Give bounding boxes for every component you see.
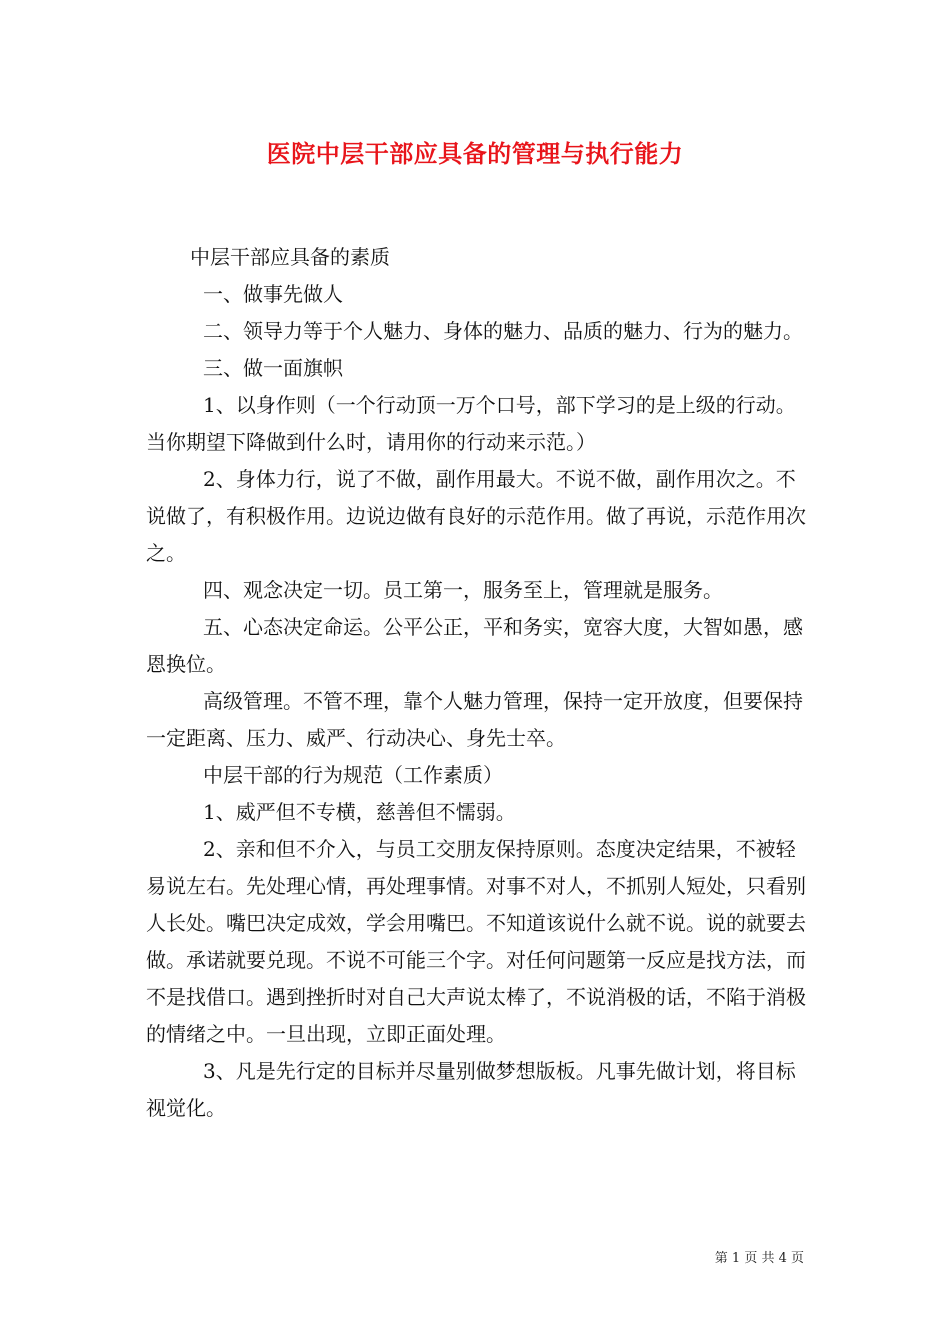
paragraph-item-3: 三、做一面旗帜 [203, 356, 343, 380]
paragraph-subitem-2: 2、身体力行，说了不做，副作用最大。不说不做，副作用次之。不说做了，有积极作用。边说边做有良好的示范作用。做了再说，示范作用次之。 [146, 467, 806, 565]
paragraph-item-4: 四、观念决定一切。员工第一，服务至上，管理就是服务。 [203, 578, 723, 602]
paragraph-heading-conduct: 中层干部的行为规范（工作素质） [203, 763, 503, 787]
paragraph-subitem-1: 1、以身作则（一个行动顶一万个口号，部下学习的是上级的行动。当你期望下降做到什么时，请用你的行动来示范。） [146, 393, 796, 454]
paragraph-conduct-1: 1、威严但不专横，慈善但不懦弱。 [203, 800, 516, 824]
paragraph-conduct-3: 3、凡是先行定的目标并尽量别做梦想版板。凡事先做计划，将目标视觉化。 [146, 1059, 796, 1120]
paragraph-item-5: 五、心态决定命运。公平公正，平和务实，宽容大度，大智如愚，感恩换位。 [146, 615, 803, 676]
paragraph-heading-qualities: 中层干部应具备的素质 [190, 245, 390, 269]
document-body [146, 239, 806, 1127]
page-number: 第 1 页 共 4 页 [714, 1251, 804, 1266]
paragraph-conduct-2: 2、亲和但不介入，与员工交朋友保持原则。态度决定结果，不被轻易说左右。先处理心情，再处理事情。对事不对人，不抓别人短处，只看别人长处。嘴巴决定成效，学会用嘴巴。不知道该说什么就不说。说的就要去做。承诺就要兑现。不说不可能三个字。对任何问题第一反应是找方法，而不是找借口。遇到挫折时对自己大声说太棒了，不说消极的话，不陷于消极的情绪之中。一旦出现，立即正面处理。 [146, 837, 806, 1046]
paragraph-item-2: 二、领导力等于个人魅力、身体的魅力、品质的魅力、行为的魅力。 [203, 319, 803, 343]
paragraph-senior-management: 高级管理。不管不理，靠个人魅力管理，保持一定开放度，但要保持一定距离、压力、威严、行动决心、身先士卒。 [146, 689, 803, 750]
paragraph-item-1: 一、做事先做人 [203, 282, 343, 306]
document-title: 医院中层干部应具备的管理与执行能力 [266, 139, 684, 168]
